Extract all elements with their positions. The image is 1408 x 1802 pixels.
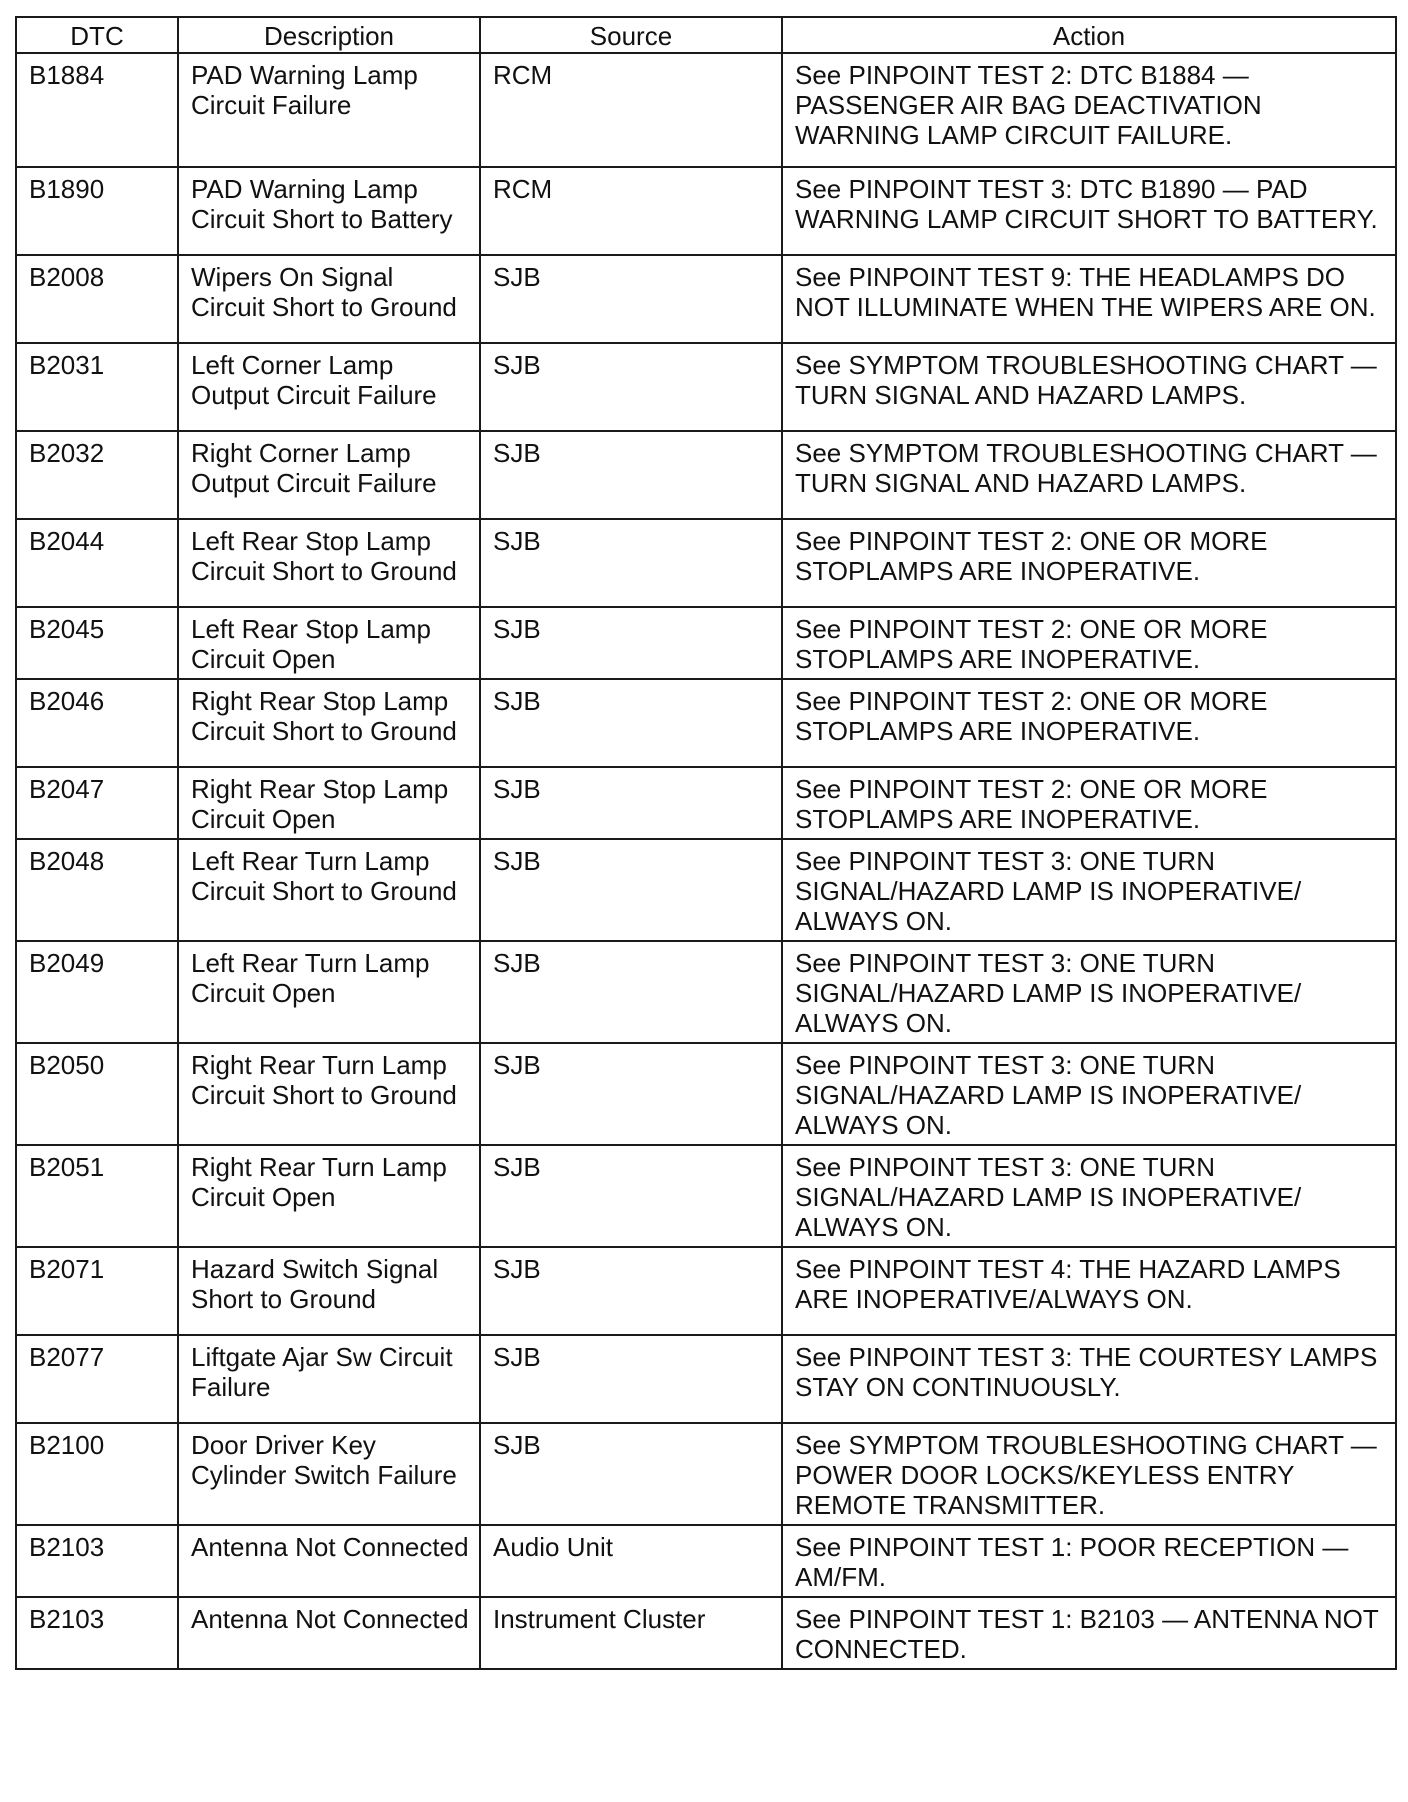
dtc-cell: B2100	[16, 1423, 178, 1525]
table-body	[16, 53, 1396, 1669]
dtc-cell: B2032	[16, 431, 178, 519]
description-cell: Hazard Switch Signal Short to Ground	[178, 1247, 480, 1335]
table-row	[16, 839, 1396, 941]
dtc-cell: B2051	[16, 1145, 178, 1247]
dtc-cell: B2071	[16, 1247, 178, 1335]
description-cell: Left Corner Lamp Output Circuit Failure	[178, 343, 480, 431]
description-cell: Antenna Not Connected	[178, 1597, 480, 1669]
table-header-row	[16, 17, 1396, 53]
header-description: Description	[178, 17, 480, 53]
description-cell: Wipers On Signal Circuit Short to Ground	[178, 255, 480, 343]
dtc-cell: B2031	[16, 343, 178, 431]
table-row	[16, 941, 1396, 1043]
action-cell: See PINPOINT TEST 2: ONE OR MORE STOPLAMPS ARE INOPERATIVE.	[782, 607, 1396, 679]
action-cell: See PINPOINT TEST 4: THE HAZARD LAMPS ARE INOPERATIVE/ALWAYS ON.	[782, 1247, 1396, 1335]
action-cell: See SYMPTOM TROUBLESHOOTING CHART — TURN SIGNAL AND HAZARD LAMPS.	[782, 343, 1396, 431]
table-row	[16, 1335, 1396, 1423]
source-cell: SJB	[480, 1335, 782, 1423]
description-cell: Right Rear Turn Lamp Circuit Short to Ground	[178, 1043, 480, 1145]
dtc-cell: B2077	[16, 1335, 178, 1423]
description-cell: PAD Warning Lamp Circuit Failure	[178, 53, 480, 167]
source-cell: SJB	[480, 767, 782, 839]
action-cell: See PINPOINT TEST 3: ONE TURN SIGNAL/HAZARD LAMP IS INOPERATIVE/ ALWAYS ON.	[782, 839, 1396, 941]
description-cell: Liftgate Ajar Sw Circuit Failure	[178, 1335, 480, 1423]
action-cell: See PINPOINT TEST 2: DTC B1884 — PASSENGER AIR BAG DEACTIVATION WARNING LAMP CIRCUIT FAILURE.	[782, 53, 1396, 167]
dtc-cell: B2044	[16, 519, 178, 607]
description-cell: Left Rear Turn Lamp Circuit Open	[178, 941, 480, 1043]
description-cell: Left Rear Stop Lamp Circuit Open	[178, 607, 480, 679]
source-cell: SJB	[480, 1145, 782, 1247]
description-cell: Right Corner Lamp Output Circuit Failure	[178, 431, 480, 519]
description-cell: Antenna Not Connected	[178, 1525, 480, 1597]
dtc-cell: B1890	[16, 167, 178, 255]
source-cell: SJB	[480, 255, 782, 343]
source-cell: SJB	[480, 431, 782, 519]
dtc-table-container	[15, 16, 1395, 1670]
table-row	[16, 607, 1396, 679]
dtc-cell: B2008	[16, 255, 178, 343]
description-cell: Right Rear Stop Lamp Circuit Open	[178, 767, 480, 839]
action-cell: See PINPOINT TEST 2: ONE OR MORE STOPLAMPS ARE INOPERATIVE.	[782, 519, 1396, 607]
source-cell: SJB	[480, 607, 782, 679]
action-cell: See SYMPTOM TROUBLESHOOTING CHART — TURN SIGNAL AND HAZARD LAMPS.	[782, 431, 1396, 519]
source-cell: SJB	[480, 1423, 782, 1525]
table-row	[16, 1525, 1396, 1597]
source-cell: SJB	[480, 679, 782, 767]
action-cell: See PINPOINT TEST 2: ONE OR MORE STOPLAMPS ARE INOPERATIVE.	[782, 679, 1396, 767]
dtc-cell: B2047	[16, 767, 178, 839]
source-cell: SJB	[480, 839, 782, 941]
action-cell: See PINPOINT TEST 9: THE HEADLAMPS DO NOT ILLUMINATE WHEN THE WIPERS ARE ON.	[782, 255, 1396, 343]
dtc-cell: B2048	[16, 839, 178, 941]
action-cell: See PINPOINT TEST 3: THE COURTESY LAMPS STAY ON CONTINUOUSLY.	[782, 1335, 1396, 1423]
source-cell: Audio Unit	[480, 1525, 782, 1597]
dtc-cell: B2050	[16, 1043, 178, 1145]
table-row	[16, 767, 1396, 839]
action-cell: See SYMPTOM TROUBLESHOOTING CHART — POWER DOOR LOCKS/KEYLESS ENTRY REMOTE TRANSMITTER.	[782, 1423, 1396, 1525]
action-cell: See PINPOINT TEST 2: ONE OR MORE STOPLAMPS ARE INOPERATIVE.	[782, 767, 1396, 839]
table-row	[16, 343, 1396, 431]
source-cell: SJB	[480, 519, 782, 607]
dtc-cell: B2046	[16, 679, 178, 767]
table-row	[16, 431, 1396, 519]
source-cell: RCM	[480, 167, 782, 255]
table-row	[16, 1145, 1396, 1247]
header-action: Action	[782, 17, 1396, 53]
description-cell: Right Rear Turn Lamp Circuit Open	[178, 1145, 480, 1247]
description-cell: Left Rear Turn Lamp Circuit Short to Ground	[178, 839, 480, 941]
source-cell: Instrument Cluster	[480, 1597, 782, 1669]
table-row	[16, 53, 1396, 167]
action-cell: See PINPOINT TEST 1: B2103 — ANTENNA NOT CONNECTED.	[782, 1597, 1396, 1669]
action-cell: See PINPOINT TEST 3: ONE TURN SIGNAL/HAZARD LAMP IS INOPERATIVE/ ALWAYS ON.	[782, 1145, 1396, 1247]
dtc-table	[15, 16, 1397, 1670]
table-row	[16, 255, 1396, 343]
table-row	[16, 679, 1396, 767]
action-cell: See PINPOINT TEST 3: ONE TURN SIGNAL/HAZARD LAMP IS INOPERATIVE/ ALWAYS ON.	[782, 1043, 1396, 1145]
dtc-cell: B2049	[16, 941, 178, 1043]
table-row	[16, 1597, 1396, 1669]
dtc-cell: B2103	[16, 1597, 178, 1669]
table-row	[16, 1247, 1396, 1335]
table-row	[16, 167, 1396, 255]
source-cell: SJB	[480, 941, 782, 1043]
action-cell: See PINPOINT TEST 3: ONE TURN SIGNAL/HAZARD LAMP IS INOPERATIVE/ ALWAYS ON.	[782, 941, 1396, 1043]
header-dtc: DTC	[16, 17, 178, 53]
description-cell: Right Rear Stop Lamp Circuit Short to Ground	[178, 679, 480, 767]
description-cell: PAD Warning Lamp Circuit Short to Battery	[178, 167, 480, 255]
dtc-cell: B2045	[16, 607, 178, 679]
header-source: Source	[480, 17, 782, 53]
source-cell: RCM	[480, 53, 782, 167]
source-cell: SJB	[480, 1043, 782, 1145]
description-cell: Left Rear Stop Lamp Circuit Short to Ground	[178, 519, 480, 607]
table-row	[16, 1423, 1396, 1525]
action-cell: See PINPOINT TEST 1: POOR RECEPTION — AM/FM.	[782, 1525, 1396, 1597]
source-cell: SJB	[480, 343, 782, 431]
action-cell: See PINPOINT TEST 3: DTC B1890 — PAD WARNING LAMP CIRCUIT SHORT TO BATTERY.	[782, 167, 1396, 255]
dtc-cell: B2103	[16, 1525, 178, 1597]
table-row	[16, 1043, 1396, 1145]
description-cell: Door Driver Key Cylinder Switch Failure	[178, 1423, 480, 1525]
source-cell: SJB	[480, 1247, 782, 1335]
table-row	[16, 519, 1396, 607]
dtc-cell: B1884	[16, 53, 178, 167]
